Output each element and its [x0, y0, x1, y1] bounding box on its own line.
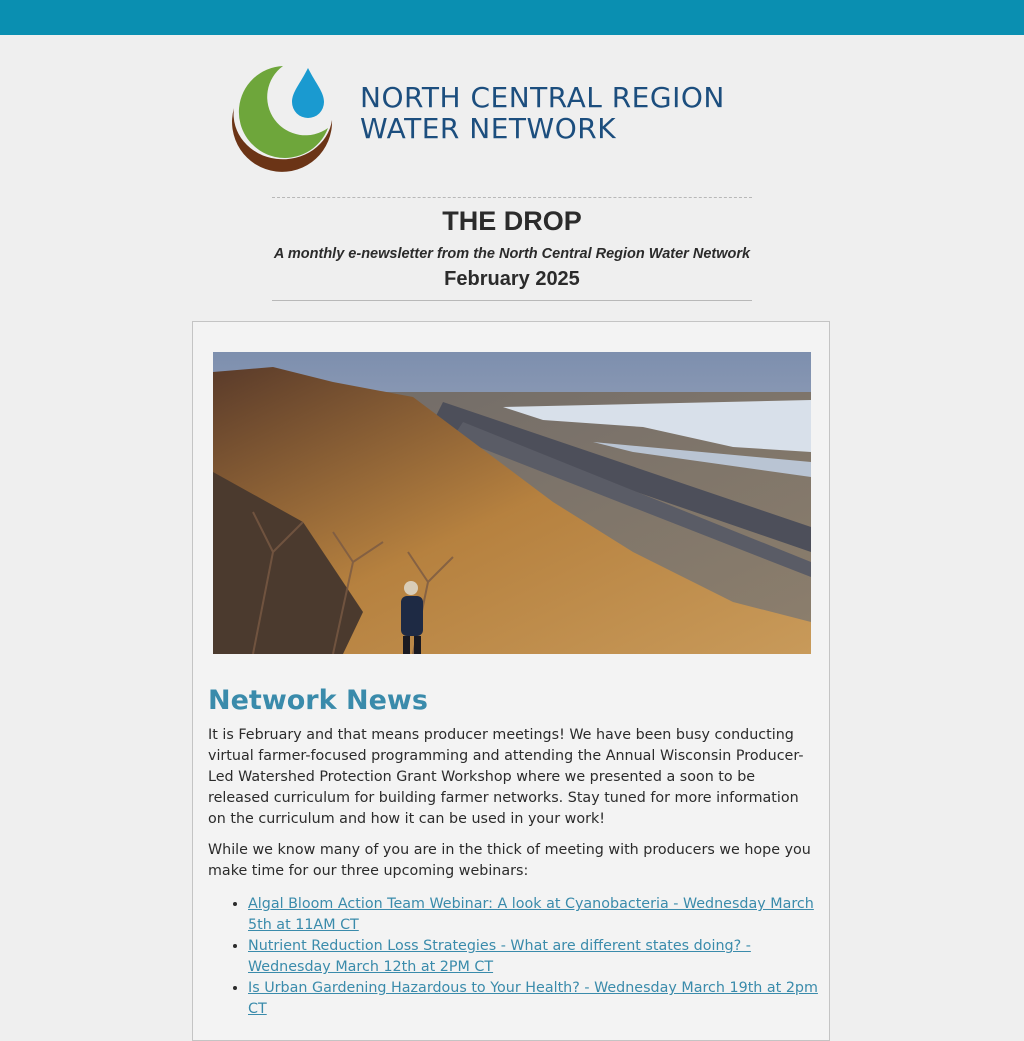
content-card — [192, 321, 830, 1041]
webinar-link-urban-gardening[interactable]: Is Urban Gardening Hazardous to Your Health? - Wednesday March 19th at 2pm CT — [248, 980, 818, 1017]
top-bar — [0, 0, 1024, 35]
hero-image — [213, 352, 811, 654]
list-item — [248, 978, 818, 1020]
newsletter-title: THE DROP — [442, 206, 582, 236]
webinar-list — [208, 894, 818, 1020]
news-paragraph-2: While we know many of you are in the thick of meeting with producers we hope you make time for our three upcoming webinars: — [208, 842, 811, 879]
divider-top — [272, 197, 752, 198]
newsletter-subtitle: A monthly e-newsletter from the North Central Region Water Network — [273, 246, 751, 262]
network-news-heading: Network News — [208, 685, 428, 716]
webinar-link-nutrient-reduction[interactable]: Nutrient Reduction Loss Strategies - What are different states doing? - Wednesday March 12th at 2PM CT — [248, 938, 751, 975]
logo-wordmark — [360, 82, 725, 144]
list-item — [248, 894, 818, 936]
ncrwn-logo[interactable] — [228, 58, 808, 178]
news-paragraph-1: It is February and that means producer meetings! We have been busy conducting virtual farmer-focused programming and attending the Annual Wisconsin Producer-Led Watershed Protection Grant Workshop where we presented a soon to be released curriculum for building farmer networks. Stay tuned for more information on the curriculum and how it can be used in your work! — [208, 727, 804, 827]
logo-line-1: NORTH CENTRAL REGION — [360, 81, 725, 114]
list-item — [248, 936, 818, 978]
logo-line-2: WATER NETWORK — [360, 112, 617, 145]
divider-bottom — [272, 300, 752, 301]
landscape-photo-icon — [213, 352, 811, 654]
logo-crescent-icon — [228, 58, 348, 178]
newsletter-date: February 2025 — [444, 268, 580, 290]
webinar-link-algal-bloom[interactable]: Algal Bloom Action Team Webinar: A look at Cyanobacteria - Wednesday March 5th at 11AM CT — [248, 896, 814, 933]
